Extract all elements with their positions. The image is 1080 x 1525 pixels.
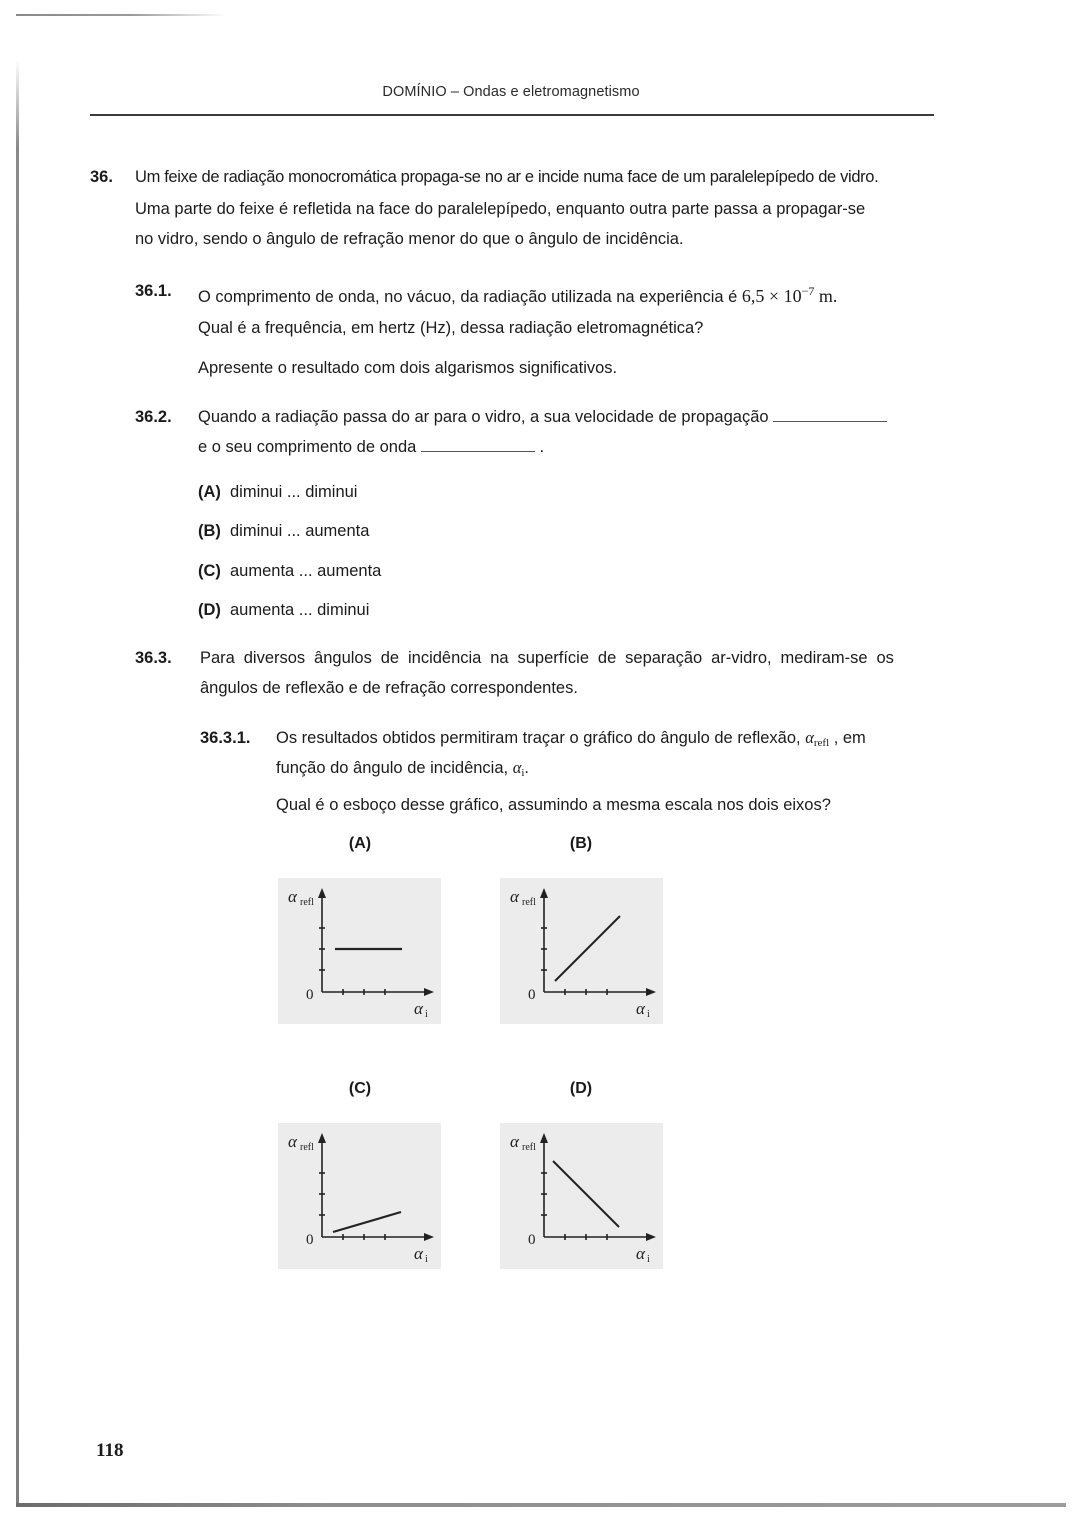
option-letter: (C)	[198, 562, 221, 580]
subquestion-text-line	[198, 437, 544, 457]
graph-d-svg	[500, 1123, 663, 1269]
subquestion-number: 36.3.	[135, 649, 172, 667]
running-header: DOMÍNIO – Ondas e eletromagnetismo	[382, 84, 640, 100]
svg-text:refl: refl	[522, 1142, 536, 1153]
svg-text:i: i	[425, 1254, 428, 1265]
fill-blank-1	[773, 407, 887, 422]
question-number: 36.	[90, 168, 113, 186]
graph-b-svg	[500, 878, 663, 1024]
statement-text: função do ângulo de incidência,	[276, 759, 513, 777]
subquestion-text-line: Qual é o esboço desse gráfico, assumindo a mesma escala nos dois eixos?	[276, 796, 831, 814]
option-letter: (D)	[198, 601, 221, 619]
graph-label-d: (D)	[569, 1080, 593, 1097]
option-text: diminui ... diminui	[230, 483, 358, 501]
option-b[interactable]	[198, 521, 369, 541]
y-axis-label: α	[288, 887, 297, 906]
scan-edge-line	[16, 14, 226, 16]
subquestion-text-line	[198, 407, 887, 427]
subquestion-text-line	[276, 758, 529, 783]
page-left-border	[16, 60, 19, 1507]
subquestion-text-line	[198, 281, 837, 307]
svg-text:α: α	[288, 1132, 297, 1151]
graph-option-d[interactable]	[500, 1123, 663, 1269]
subquestion-text-line: Apresente o resultado com dois algarismos significativos.	[198, 359, 618, 377]
svg-text:0: 0	[306, 1232, 314, 1248]
graph-label-b: (B)	[569, 835, 593, 852]
question-text-line: Uma parte do feixe é refletida na face do paralelepípedo, enquanto outra parte passa a propagar-se	[135, 200, 866, 218]
unit: m.	[814, 286, 838, 306]
graph-option-a[interactable]	[278, 878, 441, 1024]
wavelength-value	[742, 286, 837, 306]
statement-text: Quando a radiação passa do ar para o vidro, a sua velocidade de propagação	[198, 408, 769, 426]
graph-option-c[interactable]	[278, 1123, 441, 1269]
fill-blank-2	[421, 437, 535, 452]
svg-text:α: α	[414, 1244, 423, 1263]
subquestion-text-line: Qual é a frequência, em hertz (Hz), dessa radiação eletromagnética?	[198, 319, 704, 337]
subquestion-number: 36.1.	[135, 282, 172, 300]
subscript: i	[521, 767, 525, 779]
option-text: aumenta ... diminui	[230, 601, 370, 619]
subquestion-text-line: Para diversos ângulos de incidência na superfície de separação ar-vidro, mediram-se os	[200, 649, 894, 667]
page-bottom-border	[16, 1503, 1066, 1507]
statement-text: O comprimento de onda, no vácuo, da radiação utilizada na experiência é	[198, 288, 742, 306]
svg-text:refl: refl	[300, 1142, 314, 1153]
option-a[interactable]	[198, 482, 357, 502]
option-letter: (A)	[198, 483, 221, 501]
period: .	[524, 759, 530, 777]
svg-text:i: i	[647, 1009, 650, 1020]
option-d[interactable]	[198, 600, 369, 620]
statement-text: Os resultados obtidos permitiram traçar o gráfico do ângulo de reflexão,	[276, 729, 806, 747]
graph-a-svg	[278, 878, 441, 1024]
graph-label-a: (A)	[348, 835, 372, 852]
svg-text:refl: refl	[300, 897, 314, 908]
graph-label-c: (C)	[348, 1080, 372, 1097]
option-text: aumenta ... aumenta	[230, 562, 382, 580]
svg-text:0: 0	[306, 987, 314, 1003]
subquestion-number: 36.3.1.	[200, 729, 251, 747]
subquestion-text-line	[276, 728, 866, 753]
svg-text:α: α	[414, 999, 423, 1018]
statement-text: e o seu comprimento de onda	[198, 438, 417, 456]
question-text-line: no vidro, sendo o ângulo de refração menor do que o ângulo de incidência.	[135, 230, 684, 248]
graph-c-svg	[278, 1123, 441, 1269]
page-number: 118	[96, 1440, 124, 1461]
subscript: refl	[813, 737, 830, 749]
graph-option-b[interactable]	[500, 878, 663, 1024]
svg-text:refl: refl	[522, 897, 536, 908]
svg-text:0: 0	[528, 987, 536, 1003]
svg-text:i: i	[647, 1254, 650, 1265]
question-text-line: Um feixe de radiação monocromática propaga-se no ar e incide numa face de um paralelepípedo de vidro.	[135, 168, 879, 186]
exponent: −7	[801, 284, 815, 298]
svg-text:α: α	[636, 1244, 645, 1263]
svg-text:α: α	[510, 887, 519, 906]
subquestion-text-line: ângulos de reflexão e de refração correspondentes.	[200, 679, 578, 697]
header-rule	[90, 114, 934, 116]
svg-text:α: α	[510, 1132, 519, 1151]
statement-text: , em	[829, 729, 866, 747]
svg-text:α: α	[636, 999, 645, 1018]
svg-text:i: i	[425, 1009, 428, 1020]
option-text: diminui ... aumenta	[230, 522, 370, 540]
svg-text:0: 0	[528, 1232, 536, 1248]
mantissa: 6,5 × 10	[741, 286, 802, 306]
subquestion-number: 36.2.	[135, 408, 172, 426]
option-c[interactable]	[198, 561, 381, 581]
alpha-symbol: α	[512, 758, 522, 777]
option-letter: (B)	[198, 522, 221, 540]
period: .	[539, 438, 545, 456]
alpha-symbol: α	[805, 728, 814, 747]
